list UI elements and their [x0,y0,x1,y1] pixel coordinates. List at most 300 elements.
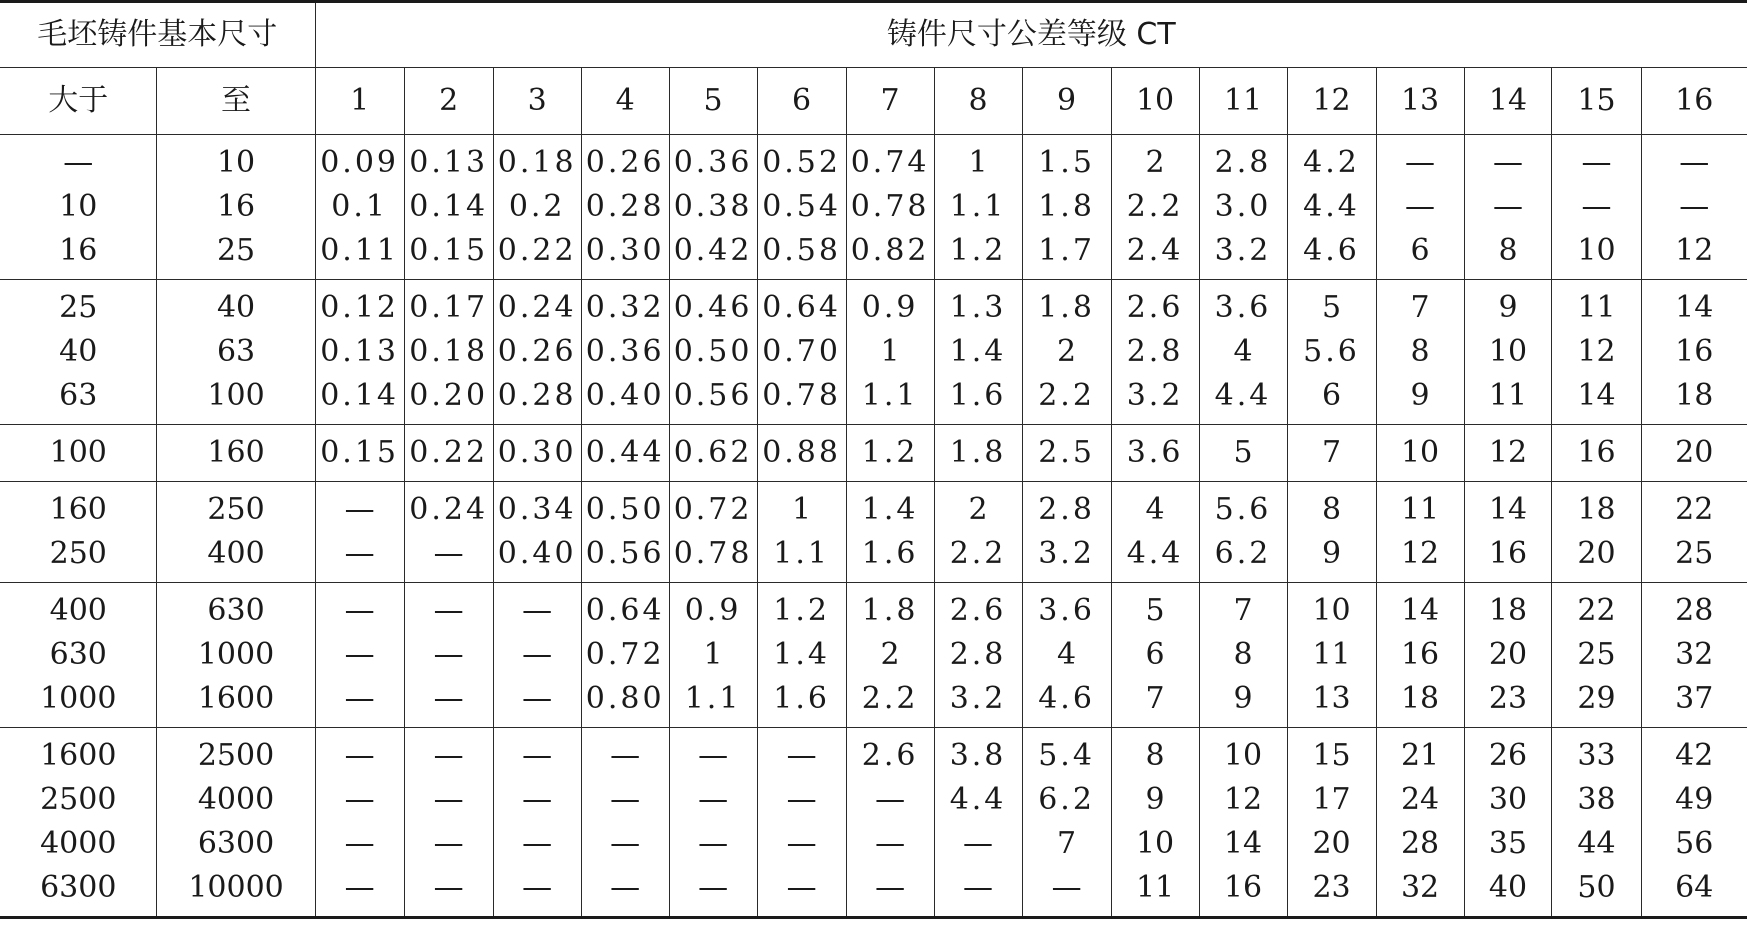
tolerance-cell: 0.26 [581,135,669,186]
tolerance-cell: 33 [1552,728,1641,779]
size-to-cell: 6300 [157,822,315,866]
tolerance-cell: 16 [1552,425,1641,482]
tolerance-cell: 4.4 [1287,185,1376,229]
tolerance-cell: 4 [1199,330,1287,374]
tolerance-cell: 3.6 [1111,425,1199,482]
tolerance-cell: 0.56 [581,532,669,583]
tolerance-cell: 2.2 [1022,374,1111,425]
tolerance-cell: 9 [1287,532,1376,583]
tolerance-cell: 1.1 [669,677,757,728]
tolerance-cell: 0.30 [581,229,669,280]
tolerance-cell: 0.18 [404,330,493,374]
size-to-cell: 250 [157,482,315,533]
tolerance-cell: 2.8 [1199,135,1287,186]
tolerance-cell: 8 [1287,482,1376,533]
tolerance-cell: 3.6 [1199,280,1287,331]
tolerance-cell: 10 [1376,425,1464,482]
table-row [0,778,1747,822]
tolerance-cell: 0.52 [757,135,846,186]
tolerance-cell: 25 [1641,532,1747,583]
tolerance-cell: 0.88 [757,425,846,482]
size-over-cell: 63 [0,374,157,425]
tolerance-cell: 5 [1287,280,1376,331]
tolerance-cell: 20 [1641,425,1747,482]
tolerance-cell: 0.72 [581,633,669,677]
grade-header-cell: 3 [493,68,581,135]
tolerance-cell: 0.58 [757,229,846,280]
grade-header-cell: 6 [757,68,846,135]
tolerance-cell: 10 [1199,728,1287,779]
size-to-cell: 1600 [157,677,315,728]
tolerance-cell: 1.1 [757,532,846,583]
tolerance-cell: 0.30 [493,425,581,482]
tolerance-cell: 1 [934,135,1022,186]
tolerance-cell: 32 [1376,866,1464,918]
tolerance-cell: 14 [1199,822,1287,866]
grade-header-cell: 16 [1641,68,1747,135]
tolerance-cell: — [581,728,669,779]
tolerance-cell: 3.2 [1022,532,1111,583]
tolerance-cell: 13 [1287,677,1376,728]
size-to-cell: 160 [157,425,315,482]
tolerance-cell: — [846,778,934,822]
tolerance-cell: 29 [1552,677,1641,728]
tolerance-cell: 28 [1376,822,1464,866]
tolerance-cell: 4 [1022,633,1111,677]
tolerance-cell: 12 [1199,778,1287,822]
tolerance-cell: 0.20 [404,374,493,425]
tolerance-cell: 18 [1376,677,1464,728]
tolerance-cell: 7 [1287,425,1376,482]
tolerance-cell: 20 [1287,822,1376,866]
size-over-cell: 10 [59,189,98,224]
table-row [0,532,1747,583]
tolerance-cell: 1 [846,330,934,374]
tolerance-cell: 0.15 [404,229,493,280]
size-to-cell: 100 [157,374,315,425]
tolerance-cell: 0.28 [581,185,669,229]
tolerance-cell: 0.9 [669,583,757,634]
tolerance-cell: 0.22 [493,229,581,280]
tolerance-cell: 0.78 [846,185,934,229]
tolerance-cell: — [315,822,404,866]
size-over-cell: 4000 [40,826,117,861]
size-over-cell: 400 [49,593,107,628]
tolerance-cell: 56 [1641,822,1747,866]
grade-header-cell: 2 [404,68,493,135]
size-title: 毛坯铸件基本尺寸 [0,2,315,68]
tolerance-cell: 3.2 [934,677,1022,728]
table-row [0,728,1747,779]
grade-header-cell: 8 [934,68,1022,135]
tolerance-cell: 0.40 [581,374,669,425]
tolerance-cell: 26 [1464,728,1552,779]
tolerance-cell: 5.6 [1287,330,1376,374]
tolerance-cell: — [315,583,404,634]
tolerance-cell: 18 [1464,583,1552,634]
tolerance-cell: 8 [1464,229,1552,280]
tolerance-cell: — [404,822,493,866]
tolerance-cell: 2.6 [934,583,1022,634]
table-row [0,583,1747,634]
size-over-cell: — [63,145,94,180]
tolerance-cell: 0.50 [581,482,669,533]
tolerance-cell: 0.13 [315,330,404,374]
table-row [0,425,1747,482]
tolerance-cell: 5.4 [1022,728,1111,779]
grade-header-cell: 7 [846,68,934,135]
tolerance-cell: 0.36 [581,330,669,374]
tolerance-cell: 1.1 [846,374,934,425]
tolerance-cell: 22 [1552,583,1641,634]
tolerance-cell: 5 [1111,583,1199,634]
tolerance-cell: 24 [1376,778,1464,822]
tolerance-cell: 8 [1111,728,1199,779]
tolerance-cell: — [493,778,581,822]
grade-header-cell: 9 [1022,68,1111,135]
tolerance-cell: 4.6 [1287,229,1376,280]
tolerance-cell: — [404,532,493,583]
tolerance-cell: — [404,677,493,728]
table-row [0,374,1747,425]
tolerance-cell: 1.4 [934,330,1022,374]
tolerance-cell: 2.8 [1022,482,1111,533]
tolerance-cell: 4.4 [934,778,1022,822]
tolerance-cell: 1.8 [934,425,1022,482]
tolerance-cell: — [493,583,581,634]
grade-header-cell: 15 [1552,68,1641,135]
tolerance-cell: 42 [1641,728,1747,779]
tolerance-cell: 23 [1464,677,1552,728]
tolerance-cell: 0.56 [669,374,757,425]
size-over-cell: 250 [0,532,157,583]
tolerance-cell: — [315,728,404,779]
tolerance-cell: 1.2 [757,583,846,634]
tolerance-cell: 1.2 [934,229,1022,280]
tolerance-cell: 2.6 [846,728,934,779]
tolerance-cell: 15 [1287,728,1376,779]
tolerance-cell: 20 [1464,633,1552,677]
tolerance-cell: — [404,728,493,779]
tolerance-cell: 16 [1641,330,1747,374]
tolerance-cell: 0.34 [493,482,581,533]
tolerance-cell: — [669,866,757,918]
tolerance-cell: 3.6 [1022,583,1111,634]
grade-title: 铸件尺寸公差等级 CT [315,2,1747,68]
tolerance-cell: 0.38 [669,185,757,229]
table-row [0,330,1747,374]
tolerance-cell: 8 [1376,330,1464,374]
tolerance-cell: 25 [1552,633,1641,677]
tolerance-cell: — [1376,135,1464,186]
tolerance-cell: 0.09 [315,135,404,186]
tolerance-cell: 4.4 [1111,532,1199,583]
tolerance-cell: 9 [1376,374,1464,425]
tolerance-cell: 0.78 [669,532,757,583]
tolerance-cell: 37 [1641,677,1747,728]
tolerance-cell: 1.8 [1022,280,1111,331]
tolerance-cell: — [493,822,581,866]
tolerance-cell: — [1464,135,1552,186]
tolerance-cell: — [581,822,669,866]
tolerance-cell: 6 [1111,633,1199,677]
size-over-cell: 1600 [40,738,117,773]
tolerance-cell: 0.13 [404,135,493,186]
grade-header-cell: 5 [669,68,757,135]
tolerance-cell: 12 [1641,229,1747,280]
grade-header-cell: 4 [581,68,669,135]
tolerance-cell: 23 [1287,866,1376,918]
tolerance-cell: 0.9 [846,280,934,331]
tolerance-cell: 0.24 [493,280,581,331]
tolerance-cell: 4.2 [1287,135,1376,186]
tolerance-cell: 38 [1552,778,1641,822]
tolerance-cell: 0.24 [404,482,493,533]
tolerance-cell: — [757,822,846,866]
to-label: 至 [157,68,315,135]
tolerance-cell: — [669,778,757,822]
size-to-cell: 16 [157,185,315,229]
tolerance-cell: 0.46 [669,280,757,331]
tolerance-cell: 2 [1022,330,1111,374]
tolerance-cell: — [846,822,934,866]
tolerance-cell: 49 [1641,778,1747,822]
tolerance-cell: 11 [1111,866,1199,918]
tolerance-cell: — [315,677,404,728]
tolerance-cell: 0.54 [757,185,846,229]
tolerance-cell: 44 [1552,822,1641,866]
size-to-cell: 40 [157,280,315,331]
grade-header-cell: 10 [1111,68,1199,135]
size-to-cell: 10 [157,135,315,186]
tolerance-cell: 2.5 [1022,425,1111,482]
tolerance-cell: 16 [1199,866,1287,918]
tolerance-cell: — [315,482,404,533]
tolerance-cell: 3.2 [1111,374,1199,425]
size-to-cell: 4000 [157,778,315,822]
tolerance-cell: 30 [1464,778,1552,822]
tolerance-cell: 9 [1464,280,1552,331]
size-group [0,425,1747,482]
tolerance-cell: 16 [1464,532,1552,583]
grade-header-cell: 1 [315,68,404,135]
tolerance-cell: 0.12 [315,280,404,331]
tolerance-cell: 3.2 [1199,229,1287,280]
tolerance-cell: 2.2 [1111,185,1199,229]
tolerance-cell: 1.8 [846,583,934,634]
tolerance-cell: — [315,532,404,583]
tolerance-cell: 0.42 [669,229,757,280]
tolerance-cell: 10 [1287,583,1376,634]
tolerance-cell: — [404,583,493,634]
tolerance-cell: — [669,822,757,866]
table-row [0,229,1747,280]
tolerance-cell: 2.8 [934,633,1022,677]
tolerance-cell: 0.40 [493,532,581,583]
tolerance-cell: 18 [1552,482,1641,533]
tolerance-cell: 4.4 [1199,374,1287,425]
tolerance-cell: — [1552,185,1641,229]
tolerance-cell: 8 [1199,633,1287,677]
size-to-cell: 25 [157,229,315,280]
tolerance-cell: 7 [1376,280,1464,331]
size-over-cell: 6300 [0,866,157,918]
tolerance-cell: 1.8 [1022,185,1111,229]
tolerance-cell: — [757,866,846,918]
tolerance-cell: 0.11 [315,229,404,280]
size-over-cell: 16 [0,229,157,280]
table-row [0,866,1747,918]
tolerance-cell: 35 [1464,822,1552,866]
tolerance-cell: 7 [1199,583,1287,634]
grade-header-cell: 11 [1199,68,1287,135]
tolerance-cell: — [846,866,934,918]
tolerance-cell: 1.7 [1022,229,1111,280]
over-label: 大于 [0,68,157,135]
tolerance-cell: 0.18 [493,135,581,186]
table-row [0,185,1747,229]
tolerance-cell: 9 [1111,778,1199,822]
tolerance-cell: 4.6 [1022,677,1111,728]
size-to-cell: 10000 [157,866,315,918]
tolerance-cell: 50 [1552,866,1641,918]
tolerance-cell: 1.4 [757,633,846,677]
tolerance-cell: 0.14 [315,374,404,425]
size-group [0,280,1747,425]
tolerance-cell: 14 [1464,482,1552,533]
tolerance-cell: 7 [1111,677,1199,728]
tolerance-cell: — [1376,185,1464,229]
tolerance-cell: — [1552,135,1641,186]
tolerance-cell: — [315,633,404,677]
table-row [0,677,1747,728]
tolerance-cell: 1.5 [1022,135,1111,186]
tolerance-cell: 14 [1552,374,1641,425]
tolerance-cell: — [404,633,493,677]
tolerance-cell: 5.6 [1199,482,1287,533]
grade-header-cell: 14 [1464,68,1552,135]
tolerance-cell: 2.8 [1111,330,1199,374]
tolerance-cell: 12 [1464,425,1552,482]
grade-header-cell: 12 [1287,68,1376,135]
size-to-cell: 1000 [157,633,315,677]
tolerance-cell: 9 [1199,677,1287,728]
tolerance-cell: 11 [1376,482,1464,533]
tolerance-cell: 14 [1376,583,1464,634]
tolerance-cell: — [581,866,669,918]
tolerance-cell: 6.2 [1199,532,1287,583]
tolerance-cell: 1.2 [846,425,934,482]
tolerance-cell: 0.1 [315,185,404,229]
tolerance-cell: 22 [1641,482,1747,533]
tolerance-cell: — [315,866,404,918]
size-to-cell: 63 [157,330,315,374]
tolerance-cell: 2.4 [1111,229,1199,280]
tolerance-cell: 2.2 [846,677,934,728]
tolerance-cell: — [669,728,757,779]
tolerance-cell: — [493,633,581,677]
tolerance-cell: 0.74 [846,135,934,186]
tolerance-cell: — [581,778,669,822]
tolerance-cell: — [934,866,1022,918]
tolerance-cell: 0.70 [757,330,846,374]
size-over-cell: 1000 [0,677,157,728]
tolerance-cell: 2 [846,633,934,677]
tolerance-cell: 3.0 [1199,185,1287,229]
size-group [0,728,1747,918]
tolerance-cell: 0.17 [404,280,493,331]
tolerance-cell: 1 [757,482,846,533]
tolerance-cell: 1.6 [757,677,846,728]
tolerance-cell: 0.44 [581,425,669,482]
header-row-2 [0,68,1747,135]
tolerance-cell: 10 [1111,822,1199,866]
size-group [0,135,1747,280]
tolerance-cell: — [757,778,846,822]
size-to-cell: 2500 [157,728,315,779]
size-over-cell: 160 [49,492,107,527]
tolerance-cell: 0.28 [493,374,581,425]
tolerance-cell: 64 [1641,866,1747,918]
tolerance-cell: 12 [1376,532,1464,583]
tolerance-cell: 0.32 [581,280,669,331]
tolerance-cell: 21 [1376,728,1464,779]
tolerance-cell: 6 [1287,374,1376,425]
tolerance-cell: 0.36 [669,135,757,186]
tolerance-cell: 1.6 [846,532,934,583]
size-group [0,482,1747,583]
tolerance-cell: — [757,728,846,779]
tolerance-cell: 2.6 [1111,280,1199,331]
tolerance-cell: 0.50 [669,330,757,374]
size-to-cell: 400 [157,532,315,583]
tolerance-cell: 4 [1111,482,1199,533]
size-group [0,583,1747,728]
size-over-cell: 40 [59,334,98,369]
tolerance-cell: — [1464,185,1552,229]
tolerance-cell: 11 [1464,374,1552,425]
tolerance-cell: 1.6 [934,374,1022,425]
tolerance-cell: 0.15 [315,425,404,482]
tolerance-cell: 0.82 [846,229,934,280]
tolerance-cell: 1 [669,633,757,677]
table-row [0,633,1747,677]
tolerance-cell: 6 [1376,229,1464,280]
size-over-cell: 630 [49,637,107,672]
tolerance-cell: 1.1 [934,185,1022,229]
tolerance-cell: 0.22 [404,425,493,482]
table-row [0,822,1747,866]
tolerance-cell: — [934,822,1022,866]
size-to-cell: 630 [157,583,315,634]
tolerance-cell: — [1641,135,1747,186]
tolerance-cell: 0.72 [669,482,757,533]
tolerance-cell: 1.4 [846,482,934,533]
tolerance-cell: 0.26 [493,330,581,374]
tolerance-cell: — [404,866,493,918]
tolerance-cell: — [493,677,581,728]
tolerance-cell: 17 [1287,778,1376,822]
tolerance-cell: 16 [1376,633,1464,677]
tolerance-cell: 10 [1552,229,1641,280]
tolerance-cell: 32 [1641,633,1747,677]
size-over-cell: 2500 [40,782,117,817]
tolerance-cell: 0.64 [581,583,669,634]
tolerance-cell: 0.80 [581,677,669,728]
tolerance-cell: 0.62 [669,425,757,482]
tolerance-cell: — [493,728,581,779]
tolerance-cell: 0.64 [757,280,846,331]
